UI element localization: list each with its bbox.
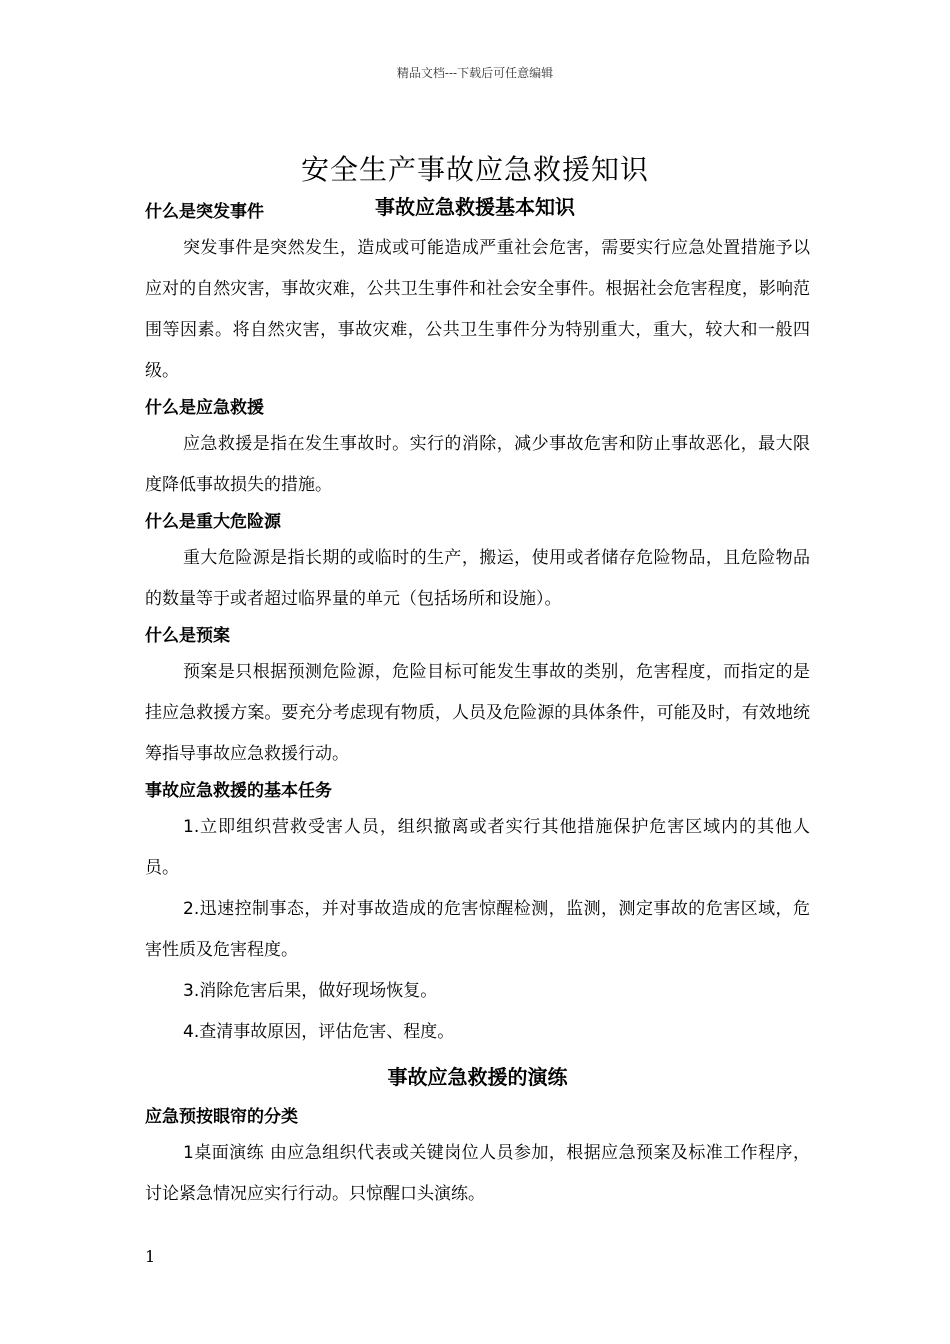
document-body bbox=[145, 196, 810, 1215]
section-plan bbox=[145, 620, 810, 775]
paragraph: 突发事件是突然发生，造成或可能造成严重社会危害，需要实行应急处置措施予以应对的自然灾害，事故灾难，公共卫生事件和社会安全事件。根据社会危害程度，影响范围等因素。将自然灾害，事故灾难，公共卫生事件分为特别重大，重大，较大和一般四级。 bbox=[145, 238, 810, 381]
paragraph: 1桌面演练 由应急组织代表或关键岗位人员参加，根据应急预案及标准工作程序，讨论紧急情况应实行行动。只惊醒口头演练。 bbox=[145, 1143, 810, 1204]
section-heading: 事故应急救援的基本任务 bbox=[145, 781, 332, 801]
paragraph: 应急救援是指在发生事故时。实行的消除，减少事故危害和防止事故恶化，最大限度降低事故损失的措施。 bbox=[145, 434, 810, 495]
paragraph: 预案是只根据预测危险源，危险目标可能发生事故的类别，危害程度，而指定的是挂应急救援方案。要充分考虑现有物质，人员及危险源的具体条件，可能及时，有效地统筹指导事故应急救援行动。 bbox=[145, 662, 810, 764]
page-header: 精品文档---下载后可任意编辑 bbox=[396, 66, 554, 80]
section-heading: 应急预按眼帘的分类 bbox=[145, 1107, 298, 1127]
section-heading: 什么是突发事件 bbox=[145, 202, 264, 222]
section-major-hazard bbox=[145, 506, 810, 620]
section-drill-classification bbox=[145, 1101, 810, 1215]
section-heading: 什么是重大危险源 bbox=[145, 512, 281, 532]
list-item: 3.消除危害后果，做好现场恢复。 bbox=[183, 981, 438, 1001]
paragraph: 重大危险源是指长期的或临时的生产，搬运，使用或者储存危险物品，且危险物品的数量等于或者超过临界量的单元（包括场所和设施）。 bbox=[145, 548, 810, 609]
section-heading: 什么是预案 bbox=[145, 626, 230, 646]
document-subtitle: 事故应急救援基本知识 bbox=[375, 194, 575, 219]
section-emergency-rescue bbox=[145, 392, 810, 506]
document-title: 安全生产事故应急救援知识 bbox=[300, 152, 649, 186]
list-item: 2.迅速控制事态，并对事故造成的危害惊醒检测，监测，测定事故的危害区域，危害性质及危害程度。 bbox=[145, 899, 810, 960]
section-basic-tasks bbox=[145, 775, 810, 1053]
section-emergency-event bbox=[145, 196, 810, 392]
section-title-drills: 事故应急救援的演练 bbox=[387, 1065, 568, 1089]
section-heading: 什么是应急救援 bbox=[145, 398, 264, 418]
list-item: 1.立即组织营救受害人员，组织撤离或者实行其他措施保护危害区域内的其他人员。 bbox=[145, 817, 810, 878]
list-item: 4.查清事故原因，评估危害、程度。 bbox=[183, 1022, 455, 1042]
page-number: 1 bbox=[145, 1247, 156, 1266]
